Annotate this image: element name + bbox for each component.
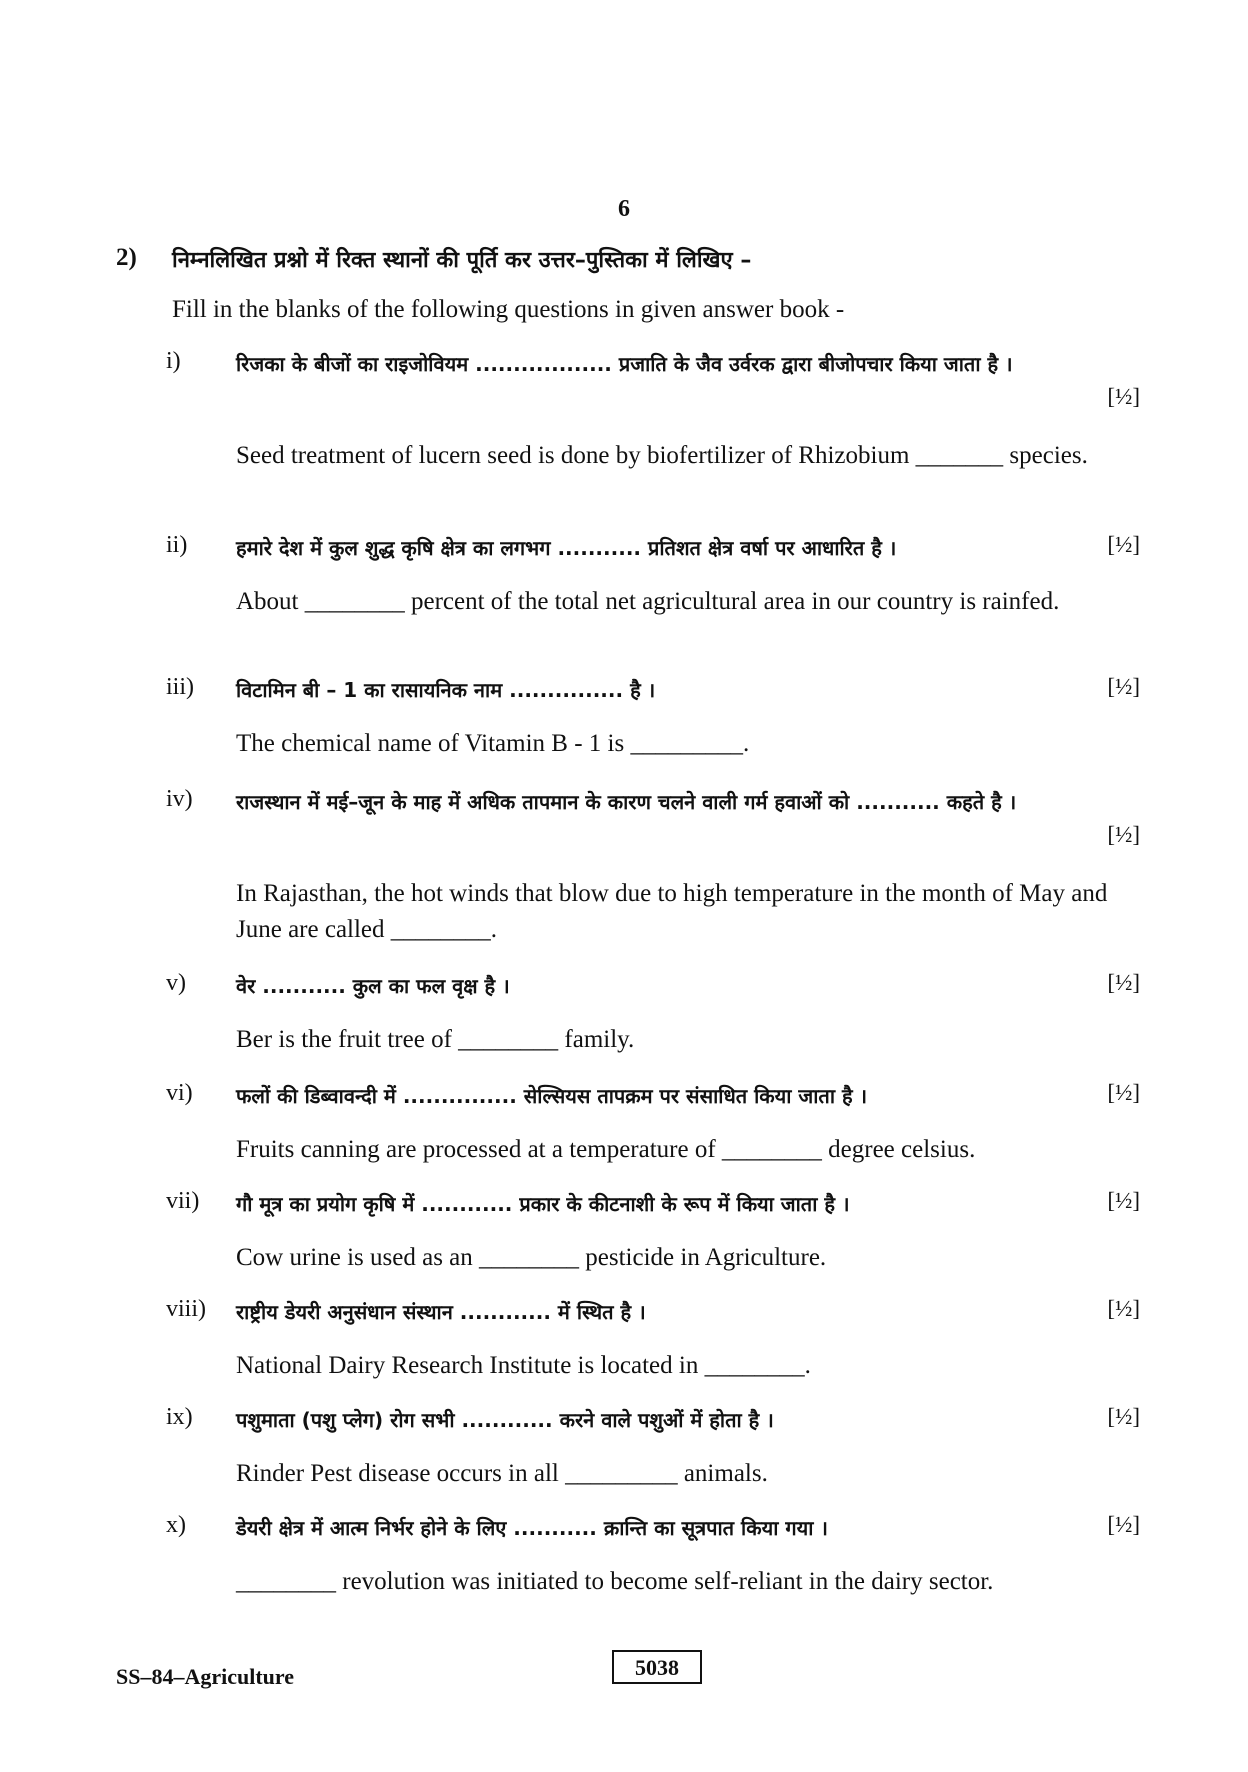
sub-question-english: National Dairy Research Institute is located in ________. xyxy=(236,1352,811,1379)
marks: [½] xyxy=(1107,1404,1140,1429)
sub-question-number: viii) xyxy=(166,1296,206,1322)
sub-question-hindi: हमारे देश में कुल शुद्ध कृषि क्षेत्र का लगभग ........... प्रतिशत क्षेत्र वर्षा पर आधारित है । xyxy=(236,536,897,560)
footer-paper-code: SS–84–Agriculture xyxy=(116,1664,295,1689)
question-number: 2) xyxy=(116,244,137,271)
sub-question-hindi: फलों की डिब्वावन्दी में ............... सेल्सियस तापक्रम पर संसाधित किया जाता है । xyxy=(236,1084,868,1108)
page-number: 6 xyxy=(618,196,630,222)
sub-question-number: i) xyxy=(166,348,181,374)
sub-question-hindi: वेर ........... कुल का फल वृक्ष है । xyxy=(236,974,510,998)
sub-question-english: In Rajasthan, the hot winds that blow due to high temperature in the month of May and June are called ________. xyxy=(236,880,1108,943)
footer-page-box: 5038 xyxy=(612,1650,702,1684)
sub-question-hindi: डेयरी क्षेत्र में आत्म निर्भर होने के लिए ........... क्रान्ति का सूत्रपात किया गया । xyxy=(236,1516,828,1540)
sub-question-number: ix) xyxy=(166,1404,193,1430)
sub-question-english: About ________ percent of the total net agricultural area in our country is rainfed. xyxy=(236,588,1060,615)
marks: [½] xyxy=(1107,674,1140,699)
sub-question-number: vi) xyxy=(166,1080,193,1106)
sub-question-english: Rinder Pest disease occurs in all _________ animals. xyxy=(236,1460,768,1487)
sub-question-english: ________ revolution was initiated to become self-reliant in the dairy sector. xyxy=(236,1568,994,1595)
question-title-hindi: निम्नलिखित प्रश्नो में रिक्त स्थानों की पूर्ति कर उत्तर–पुस्तिका में लिखिए – xyxy=(172,248,752,273)
sub-question-number: x) xyxy=(166,1512,186,1538)
sub-question-number: iv) xyxy=(166,786,193,812)
sub-question-hindi: रिजका के बीजों का राइजोवियम .................. प्रजाति के जैव उर्वरक द्वारा बीजोपचार किया जाता है । xyxy=(236,352,1013,376)
sub-question-english: Ber is the fruit tree of ________ family. xyxy=(236,1026,635,1053)
sub-question-english: Fruits canning are processed at a temperature of ________ degree celsius. xyxy=(236,1136,976,1163)
sub-question-number: vii) xyxy=(166,1188,200,1214)
sub-question-hindi: राष्ट्रीय डेयरी अनुसंधान संस्थान ............ में स्थित है । xyxy=(236,1300,646,1324)
sub-question-hindi: पशुमाता (पशु प्लेग) रोग सभी ............ करने वाले पशुओं में होता है । xyxy=(236,1408,774,1432)
marks: [½] xyxy=(1107,1512,1140,1537)
marks: [½] xyxy=(1107,970,1140,995)
sub-question-hindi: गौ मूत्र का प्रयोग कृषि में ............ प्रकार के कीटनाशी के रूप में किया जाता है । xyxy=(236,1192,850,1216)
sub-question-english: Seed treatment of lucern seed is done by biofertilizer of Rhizobium _______ species. xyxy=(236,442,1088,469)
question-title-english: Fill in the blanks of the following questions in given answer book - xyxy=(172,296,845,323)
marks: [½] xyxy=(1107,1188,1140,1213)
sub-question-number: iii) xyxy=(166,674,194,700)
sub-question-number: v) xyxy=(166,970,186,996)
sub-question-english: Cow urine is used as an ________ pesticide in Agriculture. xyxy=(236,1244,827,1271)
marks: [½] xyxy=(1107,1080,1140,1105)
marks: [½] xyxy=(1107,384,1140,409)
marks: [½] xyxy=(1107,822,1140,847)
sub-question-hindi: राजस्थान में मई–जून के माह में अधिक तापमान के कारण चलने वाली गर्म हवाओं को ........... कहते है । xyxy=(236,790,1017,814)
sub-question-english: The chemical name of Vitamin B - 1 is _________. xyxy=(236,730,750,757)
sub-question-hindi: विटामिन बी – 1 का रासायनिक नाम ............... है । xyxy=(236,678,656,702)
marks: [½] xyxy=(1107,532,1140,557)
sub-question-number: ii) xyxy=(166,532,188,558)
marks: [½] xyxy=(1107,1296,1140,1321)
